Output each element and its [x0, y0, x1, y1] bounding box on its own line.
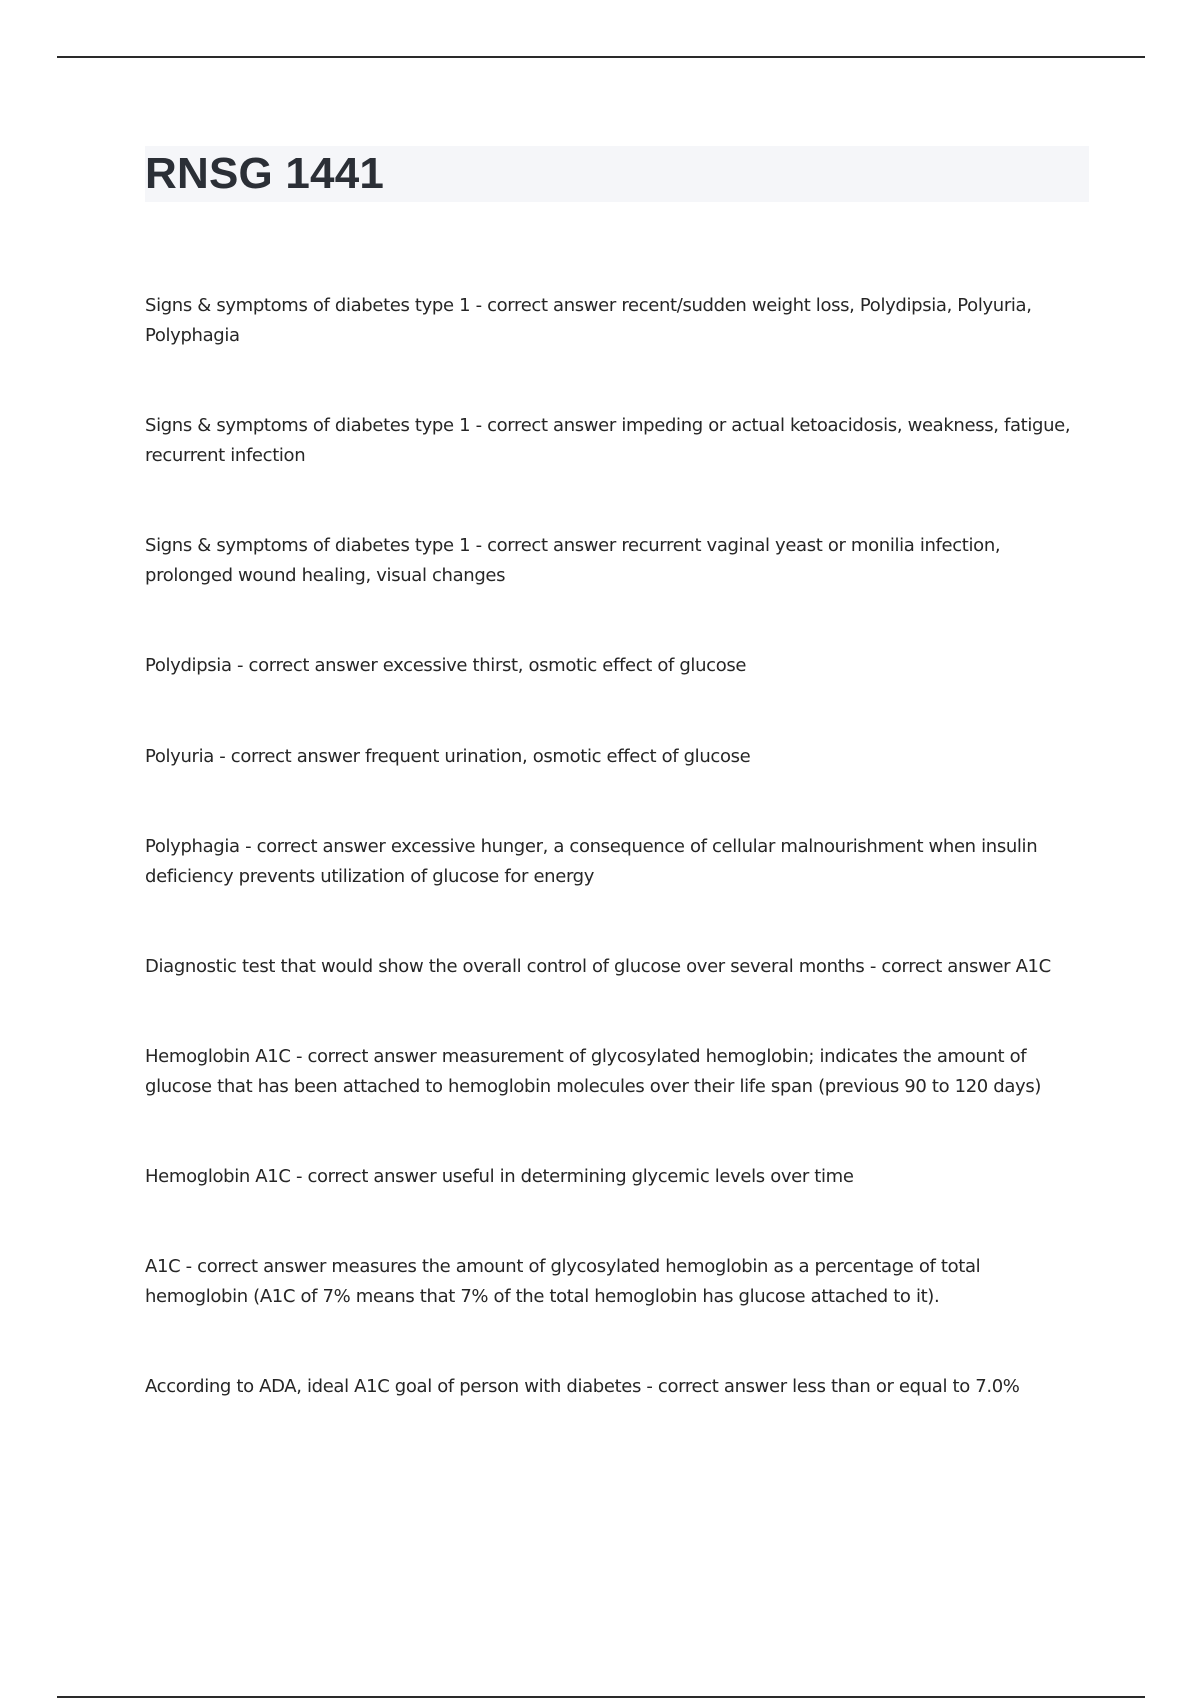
qa-entry: According to ADA, ideal A1C goal of person with diabetes - correct answer less than or equal to 7.0%	[145, 1376, 1020, 1397]
bottom-rule	[57, 1696, 1145, 1698]
qa-entry: Signs & symptoms of diabetes type 1 - correct answer recurrent vaginal yeast or monilia infection, prolonged wound healing, visual changes	[145, 535, 1001, 586]
top-rule	[57, 56, 1145, 58]
qa-entry: Signs & symptoms of diabetes type 1 - correct answer impeding or actual ketoacidosis, weakness, fatigue, recurrent infection	[145, 415, 1071, 466]
qa-entry: Polydipsia - correct answer excessive thirst, osmotic effect of glucose	[145, 655, 747, 676]
qa-entry: Polyphagia - correct answer excessive hunger, a consequence of cellular malnourishment when insulin deficiency prevents utilization of glucose for energy	[145, 836, 1038, 887]
page-title: RNSG 1441	[145, 149, 385, 198]
qa-entry: Signs & symptoms of diabetes type 1 - correct answer recent/sudden weight loss, Polydipsia, Polyuria, Polyphagia	[145, 295, 1032, 346]
qa-entry: A1C - correct answer measures the amount of glycosylated hemoglobin as a percentage of total hemoglobin (A1C of 7% means that 7% of the total hemoglobin has glucose attached to it).	[145, 1256, 981, 1307]
qa-entry: Polyuria - correct answer frequent urination, osmotic effect of glucose	[145, 746, 751, 767]
qa-entry: Hemoglobin A1C - correct answer useful in determining glycemic levels over time	[145, 1166, 854, 1187]
qa-entry: Diagnostic test that would show the overall control of glucose over several months - correct answer A1C	[145, 956, 1051, 977]
qa-entry: Hemoglobin A1C - correct answer measurement of glycosylated hemoglobin; indicates the amount of glucose that has been attached to hemoglobin molecules over their life span (previous 90 to 120 days)	[145, 1046, 1042, 1097]
